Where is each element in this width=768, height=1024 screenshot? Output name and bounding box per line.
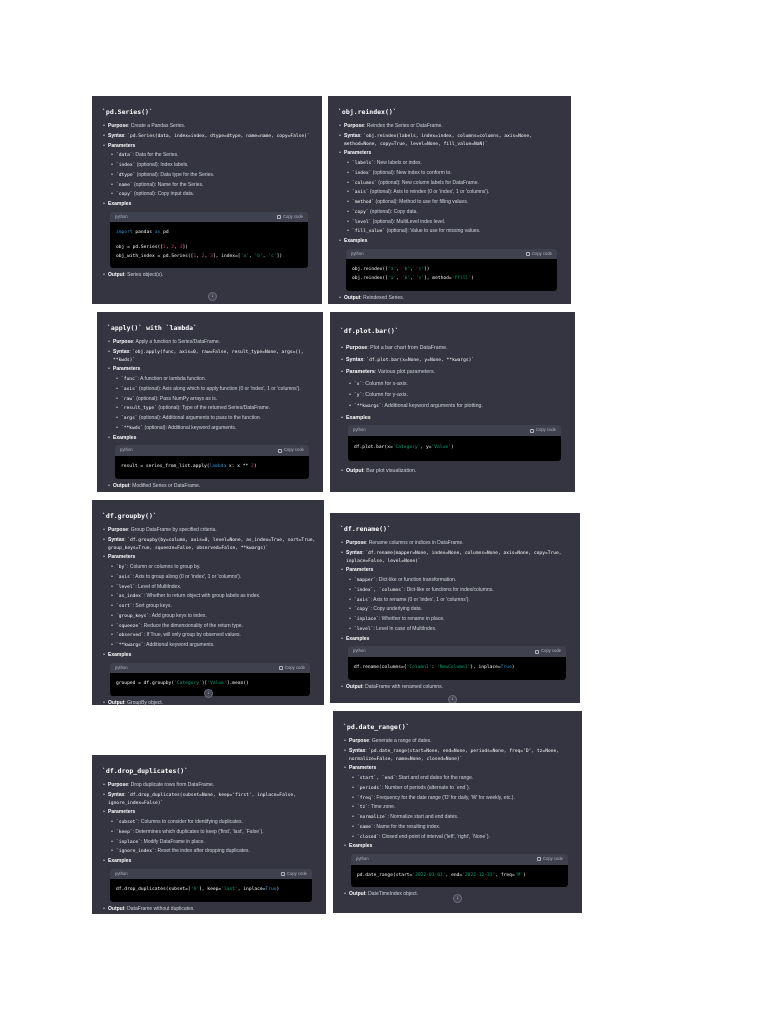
list-item: • `data`: Data for the Series. xyxy=(111,152,179,159)
panel-df-plot-bar: `df.plot.bar()` • Purpose: Plot a bar chart from DataFrame. • Syntax: `df.plot.bar(x=None, y=None, **kwargs)` • Parameters: Various plot parameters. • `x`: Column for x-axis. • `y`: Column for y-axis. • `**kwargs`: Additional keyword arguments for plotting. • Examples python Copy code df.plot.bar(x='Category', y='Value') • Output: Bar plot visualization. xyxy=(330,312,575,492)
output-label: Output xyxy=(344,294,361,301)
purpose-text: : Create a Pandas Series. xyxy=(128,123,186,130)
list-item: • `raw` (optional): Pass NumPy arrays as is. xyxy=(116,395,218,402)
purpose-label: Purpose xyxy=(108,782,129,789)
code-content: df.drop_duplicates(subset=['A'], keep='last', inplace=True) xyxy=(110,879,312,902)
syntax-label: Syntax xyxy=(346,357,364,364)
syntax-label: Syntax xyxy=(113,348,130,355)
list-item: • `ignore_index`: Reset the index after dropping duplicates. xyxy=(111,848,250,855)
parameters-label: Parameters xyxy=(108,554,136,561)
parameters-label: Parameters xyxy=(346,369,375,376)
clipboard-icon xyxy=(279,666,283,670)
list-item: • `keep`: Determines which duplicates to keep ('first', 'last', `False`). xyxy=(111,828,264,835)
purpose-text: : Plot a bar chart from DataFrame. xyxy=(367,345,448,352)
syntax-code: `pd.date_range(start=None, end=None, periods=None, freq='D', tz=None, normalize=False, name=None, closed=None)` xyxy=(349,748,560,762)
syntax-code: `obj.apply(func, axis=0, raw=False, result_type=None, args=(), **kwds)` xyxy=(113,349,304,363)
output-text: : DateTimeIndex object. xyxy=(365,891,419,898)
parameters-label: Parameters xyxy=(346,567,374,574)
panel-title: `pd.date_range()` xyxy=(343,723,410,731)
output-text: : Bar plot visualization. xyxy=(363,467,417,474)
panel-df-groupby: `df.groupby()` • Purpose: Group DataFrame by specified criteria. • Syntax: `df.groupby(by=column, axis=0, level=None, as_index=True, sort=True, group_keys=True, squeeze=False, observed=False, **kwargs)` • Parameters • `by`: Column or columns to group by. • `axis`: Axis to group along (0 or 'index', 1 or 'columns'). • `level`: Level of MultiIndex. • `as_index`: Whether to return object with group labels as index. • `sort`: Sort group keys. • `group_keys`: Add group keys to index. • `squeeze`: Reduce the dimensionality of the return type. • `observed`: If True, will only group by observed values. • `**kwargs`: Additional keyword arguments. • Examples python Copy code grouped = df.groupby('Category')['Value'].mean() • Output: GroupBy object. ↓ xyxy=(92,500,324,705)
code-block xyxy=(346,249,557,291)
syntax-label: Syntax xyxy=(349,747,366,754)
purpose-text: : Group DataFrame by specified criteria. xyxy=(128,527,217,534)
list-item: • `by`: Column or columns to group by. xyxy=(111,564,201,571)
arrow-down-icon: ↓ xyxy=(207,689,210,696)
code-block xyxy=(348,425,561,460)
parameters-label: Parameters xyxy=(344,150,372,157)
list-item: • `copy`: Copy underlying data. xyxy=(349,606,423,613)
code-language: python xyxy=(115,213,128,219)
syntax-code: `obj.reindex(labels, index=index, columns=columns, axis=None, method=None, copy=True, level=None, fill_value=NaN)` xyxy=(344,133,532,147)
list-item: • `level`: Level of MultiIndex. xyxy=(111,583,182,590)
panel-title: `obj.reindex()` xyxy=(338,108,397,116)
list-item: • `index` (optional): Index labels. xyxy=(111,162,189,169)
output-label: Output xyxy=(108,906,125,913)
panel-title: `df.plot.bar()` xyxy=(340,327,399,335)
list-item: • `x`: Column for x-axis. xyxy=(349,380,408,387)
code-language: python xyxy=(115,664,128,670)
copy-code-button[interactable]: Copy code xyxy=(277,214,303,221)
list-item: • `copy` (optional): Copy data. xyxy=(347,208,418,215)
list-item: • `level`: Level in case of MultiIndex. xyxy=(349,625,437,632)
list-item: • `index` (optional): New index to conform to. xyxy=(347,169,452,176)
examples-label: Examples xyxy=(113,434,137,441)
list-item: • `**kwargs`: Additional keyword arguments for plotting. xyxy=(349,403,483,410)
clipboard-icon xyxy=(526,252,530,256)
purpose-text: : Drop duplicate rows from DataFrame. xyxy=(128,782,215,789)
list-item: • `normalize`: Normalize start and end dates. xyxy=(352,814,459,821)
copy-code-button[interactable]: Copy code xyxy=(535,648,561,655)
list-item: • `squeeze`: Reduce the dimensionality of the return type. xyxy=(111,622,243,629)
purpose-text: : Generate a range of dates. xyxy=(369,738,432,745)
panel-title: `apply()` with `lambda` xyxy=(107,324,198,332)
list-item: • `result_type` (optional): Type of the returned Series/DataFrame. xyxy=(116,405,270,412)
purpose-text: : Rename columns or indices in DataFrame. xyxy=(366,540,464,547)
parameters-label: Parameters xyxy=(349,765,377,772)
syntax-label: Syntax xyxy=(344,132,361,139)
output-text: : DataFrame with renamed columns. xyxy=(362,683,443,690)
copy-code-button[interactable]: Copy code xyxy=(526,251,552,258)
list-item: • `mapper`: Dict-like or function transformation. xyxy=(349,577,457,584)
code-block xyxy=(351,854,568,887)
examples-label: Examples xyxy=(108,858,132,865)
arrow-down-icon: ↓ xyxy=(211,292,214,299)
panel-title: `pd.Series()` xyxy=(102,108,153,116)
syntax-code: `df.groupby(by=column, axis=0, level=None, as_index=True, sort=True, group_keys=True, squeeze=False, observed=False, **kwargs)` xyxy=(108,537,316,551)
scroll-down-button[interactable] xyxy=(204,689,213,698)
examples-label: Examples xyxy=(349,843,373,850)
syntax-code: `df.plot.bar(x=None, y=None, **kwargs)` xyxy=(366,358,475,364)
list-item: • `args` (optional): Additional arguments to pass to the function. xyxy=(116,415,262,422)
list-item: • `inplace`: Modify DataFrame in place. xyxy=(111,838,205,845)
syntax-code: `pd.Series(data, index=index, dtype=dtype, name=name, copy=False)` xyxy=(127,133,310,139)
syntax-label: Syntax xyxy=(108,536,125,543)
copy-code-button[interactable]: Copy code xyxy=(279,665,305,672)
code-block xyxy=(110,212,308,269)
output-text: : GroupBy object. xyxy=(124,699,164,705)
panel-title: `df.groupby()` xyxy=(102,512,157,520)
syntax-label: Syntax xyxy=(108,791,125,798)
examples-label: Examples xyxy=(346,415,371,422)
arrow-down-icon: ↓ xyxy=(451,695,454,702)
output-text: : Series object(s). xyxy=(124,272,164,279)
examples-label: Examples xyxy=(346,635,370,642)
code-language: python xyxy=(120,447,133,453)
code-block xyxy=(348,646,566,679)
list-item: • `periods`: Number of periods (alternate to `end`). xyxy=(352,784,471,791)
purpose-label: Purpose xyxy=(108,527,129,534)
clipboard-icon xyxy=(281,872,285,876)
purpose-text: : Apply a function to Series/DataFrame. xyxy=(133,339,221,346)
list-item: • `closed`: Closed end-point of interval ('left', 'right', `None`). xyxy=(352,833,490,840)
panel-df-rename: `df.rename()` • Purpose: Rename columns or indices in DataFrame. • Syntax: `df.rename(mapper=None, index=None, columns=None, axis=None, copy=True, inplace=False, level=None)` • Parameters • `mapper`: Dict-like or function transformation. • `index`, `columns`: Dict-like or functions for index/columns. • `axis`: Axis to rename (0 or 'index', 1 or 'columns'). • `copy`: Copy underlying data. • `inplace`: Whether to rename in place. • `level`: Level in case of MultiIndex. • Examples python Copy code df.rename(columns={'Column1': 'NewColumn1'}, inplace=True) • Output: DataFrame with renamed columns. ↓ xyxy=(330,513,580,703)
copy-code-button[interactable]: Copy code xyxy=(281,871,307,878)
list-item: • `observed`: If True, will only group by observed values. xyxy=(111,632,241,639)
output-label: Output xyxy=(349,891,366,898)
list-item: • `copy` (optional): Copy input data. xyxy=(111,191,195,198)
list-item: • `**kwargs`: Additional keyword arguments. xyxy=(111,642,215,649)
copy-code-button[interactable]: Copy code xyxy=(537,856,563,863)
code-language: python xyxy=(353,648,366,654)
purpose-label: Purpose xyxy=(108,123,129,130)
list-item: • `freq`: Frequency for the date range ('D' for daily, 'W' for weekly, etc.). xyxy=(352,794,515,801)
code-content: result = series_from_list.apply(lambda x: x ** 2) xyxy=(115,456,309,479)
code-block xyxy=(115,445,309,478)
code-language: python xyxy=(356,856,369,862)
panel-title: `df.drop_duplicates()` xyxy=(102,767,189,775)
output-text: : DataFrame without duplicates. xyxy=(124,906,195,913)
code-content: df.rename(columns={'Column1': 'NewColumn1'}, inplace=True) xyxy=(348,657,566,680)
list-item: • `func`: A function or lambda function. xyxy=(116,376,206,383)
code-language: python xyxy=(115,870,128,876)
code-language: python xyxy=(353,427,366,433)
list-item: • `labels`: New labels or index. xyxy=(347,160,422,167)
list-item: • `y`: Column for y-axis. xyxy=(349,391,408,398)
list-item: • `start`, `end`: Start and end dates for the range. xyxy=(352,775,474,782)
clipboard-icon xyxy=(537,857,541,861)
code-block xyxy=(110,869,312,902)
list-item: • `axis`: Axis to group along (0 or 'index', 1 or 'columns'). xyxy=(111,573,242,580)
list-item: • `columns` (optional): New column labels for DataFrame. xyxy=(347,179,479,186)
list-item: • `sort`: Sort group keys. xyxy=(111,603,172,610)
list-item: • `fill_value` (optional): Value to use for missing values. xyxy=(347,228,481,235)
output-text: : Reindexed Series. xyxy=(360,294,405,301)
purpose-label: Purpose xyxy=(346,345,368,352)
output-label: Output xyxy=(113,482,130,489)
panel-pd-date-range: `pd.date_range()` • Purpose: Generate a range of dates. • Syntax: `pd.date_range(start=None, end=None, periods=None, freq='D', tz=None, normalize=False, name=None, closed=None)` • Parameters • `start`, `end`: Start and end dates for the range. • `periods`: Number of periods (alternate to `end`). • `freq`: Frequency for the date range ('D' for daily, 'W' for weekly, etc.). • `tz`: Time zone. • `normalize`: Normalize start and end dates. • `name`: Name for the resulting index. • `closed`: Closed end-point of interval ('left', 'right', `None`). • Examples python Copy code pd.date_range(start='2022-01-01', end='2022-12-31', freq='M') • Output: DateTimeIndex object. ↓ xyxy=(333,711,582,913)
output-text: : Modified Series or DataFrame. xyxy=(129,482,201,489)
clipboard-icon xyxy=(530,429,534,433)
examples-label: Examples xyxy=(108,201,132,208)
parameters-label: Parameters xyxy=(108,142,136,149)
purpose-label: Purpose xyxy=(349,738,370,745)
purpose-text: : Reindex the Series or DataFrame. xyxy=(364,123,443,130)
list-item: • `name` (optional): Name for the Series. xyxy=(111,181,204,188)
syntax-label: Syntax xyxy=(108,132,125,139)
list-item: • `name`: Name for the resulting index. xyxy=(352,823,441,830)
code-content: import pandas as pd obj = pd.Series([1, 2, 3]) obj_with_index = pd.Series([1, 2, 3], index=['a', 'b', 'c']) xyxy=(110,222,308,268)
purpose-label: Purpose xyxy=(344,123,365,130)
list-item: • `**kwds` (optional): Additional keyword arguments. xyxy=(116,424,237,431)
copy-code-button[interactable]: Copy code xyxy=(530,427,556,434)
list-item: • `subset`: Columns to consider for identifying duplicates. xyxy=(111,819,243,826)
panel-title: `df.rename()` xyxy=(340,525,391,533)
panel-pd-series: `pd.Series()` • Purpose: Create a Pandas Series. • Syntax: `pd.Series(data, index=index, dtype=dtype, name=name, copy=False)` • Parameters • `data`: Data for the Series. • `index` (optional): Index labels. • `dtype` (optional): Data type for the Series. • `name` (optional): Name for the Series. • `copy` (optional): Copy input data. • Examples python Copy code import pandas as pd obj = pd.Series([1, 2, 3]) obj_with_index = pd.Series([1, 2, 3], index=['a', 'b', 'c']) • Output: Series object(s). ↓ xyxy=(92,96,322,304)
list-item: • `axis` (optional): Axis to reindex (0 or 'index', 1 or 'columns'). xyxy=(347,189,490,196)
list-item: • `as_index`: Whether to return object with group labels as index. xyxy=(111,593,261,600)
list-item: • `method` (optional): Method to use for filling values. xyxy=(347,199,469,206)
arrow-down-icon: ↓ xyxy=(456,894,459,901)
code-language: python xyxy=(351,250,364,256)
output-label: Output xyxy=(346,683,363,690)
code-content: pd.date_range(start='2022-01-01', end='2022-12-31', freq='M') xyxy=(351,865,568,888)
copy-code-button[interactable]: Copy code xyxy=(278,447,304,454)
list-item: • `group_keys`: Add group keys to index. xyxy=(111,612,207,619)
code-content: obj.reindex(['a', 'b', 'c']) obj.reindex(['a', 'b', 'c'], method='ffill') xyxy=(346,259,557,290)
scroll-down-button[interactable] xyxy=(448,695,457,703)
scroll-down-button[interactable] xyxy=(208,292,217,301)
syntax-label: Syntax xyxy=(346,549,363,556)
list-item: • `tz`: Time zone. xyxy=(352,804,396,811)
panel-apply-lambda: `apply()` with `lambda` • Purpose: Apply a function to Series/DataFrame. • Syntax: `obj.apply(func, axis=0, raw=False, result_type=None, args=(), **kwds)` • Parameters • `func`: A function or lambda function. • `axis` (optional): Axis along which to apply function (0 or 'index', 1 or 'columns'). • `raw` (optional): Pass NumPy arrays as is. • `result_type` (optional): Type of the returned Series/DataFrame. • `args` (optional): Additional arguments to pass to the function. • `**kwds` (optional): Additional keyword arguments. • Examples python Copy code result = series_from_list.apply(lambda x: x ** 2) • Output: Modified Series or DataFrame. xyxy=(97,312,323,492)
list-item: • `level` (optional): MultiLevel index level. xyxy=(347,218,446,225)
list-item: • `axis`: Axis to rename (0 or 'index', 1 or 'columns'). xyxy=(349,596,470,603)
clipboard-icon xyxy=(535,650,539,654)
code-content: grouped = df.groupby('Category')['Value'].mean() xyxy=(110,673,310,696)
purpose-label: Purpose xyxy=(113,339,134,346)
purpose-label: Purpose xyxy=(346,540,367,547)
list-item: • `index`, `columns`: Dict-like or functions for index/columns. xyxy=(349,586,494,593)
syntax-code: `df.rename(mapper=None, index=None, columns=None, axis=None, copy=True, inplace=False, level=None)` xyxy=(346,550,562,564)
examples-label: Examples xyxy=(344,238,368,245)
clipboard-icon xyxy=(277,215,281,219)
clipboard-icon xyxy=(278,449,282,453)
list-item: • `dtype` (optional): Data type for the Series. xyxy=(111,171,215,178)
output-label: Output xyxy=(108,699,125,705)
panel-df-drop-duplicates: `df.drop_duplicates()` • Purpose: Drop duplicate rows from DataFrame. • Syntax: `df.drop_duplicates(subset=None, keep='first', inplace=False, ignore_index=False)` • Parameters • `subset`: Columns to consider for identifying duplicates. • `keep`: Determines which duplicates to keep ('first', 'last', `False`). • `inplace`: Modify DataFrame in place. • `ignore_index`: Reset the index after dropping duplicates. • Examples python Copy code df.drop_duplicates(subset=['A'], keep='last', inplace=True) • Output: DataFrame without duplicates. xyxy=(92,755,326,914)
list-item: • `inplace`: Whether to rename in place. xyxy=(349,616,445,623)
syntax-code: `df.drop_duplicates(subset=None, keep='first', inplace=False, ignore_index=False)` xyxy=(108,792,296,806)
output-label: Output xyxy=(108,272,125,279)
parameters-label: Parameters xyxy=(108,809,136,816)
panel-obj-reindex: `obj.reindex()` • Purpose: Reindex the Series or DataFrame. • Syntax: `obj.reindex(labels, index=index, columns=columns, axis=None, method=None, copy=True, level=None, fill_value=NaN)` • Parameters • `labels`: New labels or index. • `index` (optional): New index to conform to. • `columns` (optional): New column labels for DataFrame. • `axis` (optional): Axis to reindex (0 or 'index', 1 or 'columns'). • `method` (optional): Method to use for filling values. • `copy` (optional): Copy data. • `level` (optional): MultiLevel index level. • `fill_value` (optional): Value to use for missing values. • Examples python Copy code obj.reindex(['a', 'b', 'c']) obj.reindex(['a', 'b', 'c'], method='ffill') • Output: Reindexed Series. xyxy=(328,96,571,304)
parameters-label: Parameters xyxy=(113,366,141,373)
examples-label: Examples xyxy=(108,651,132,658)
output-label: Output xyxy=(346,467,364,474)
code-content: df.plot.bar(x='Category', y='Value') xyxy=(348,436,561,461)
scroll-down-button[interactable] xyxy=(453,894,462,903)
list-item: • `axis` (optional): Axis along which to apply function (0 or 'index', 1 or 'columns'). xyxy=(116,385,301,392)
